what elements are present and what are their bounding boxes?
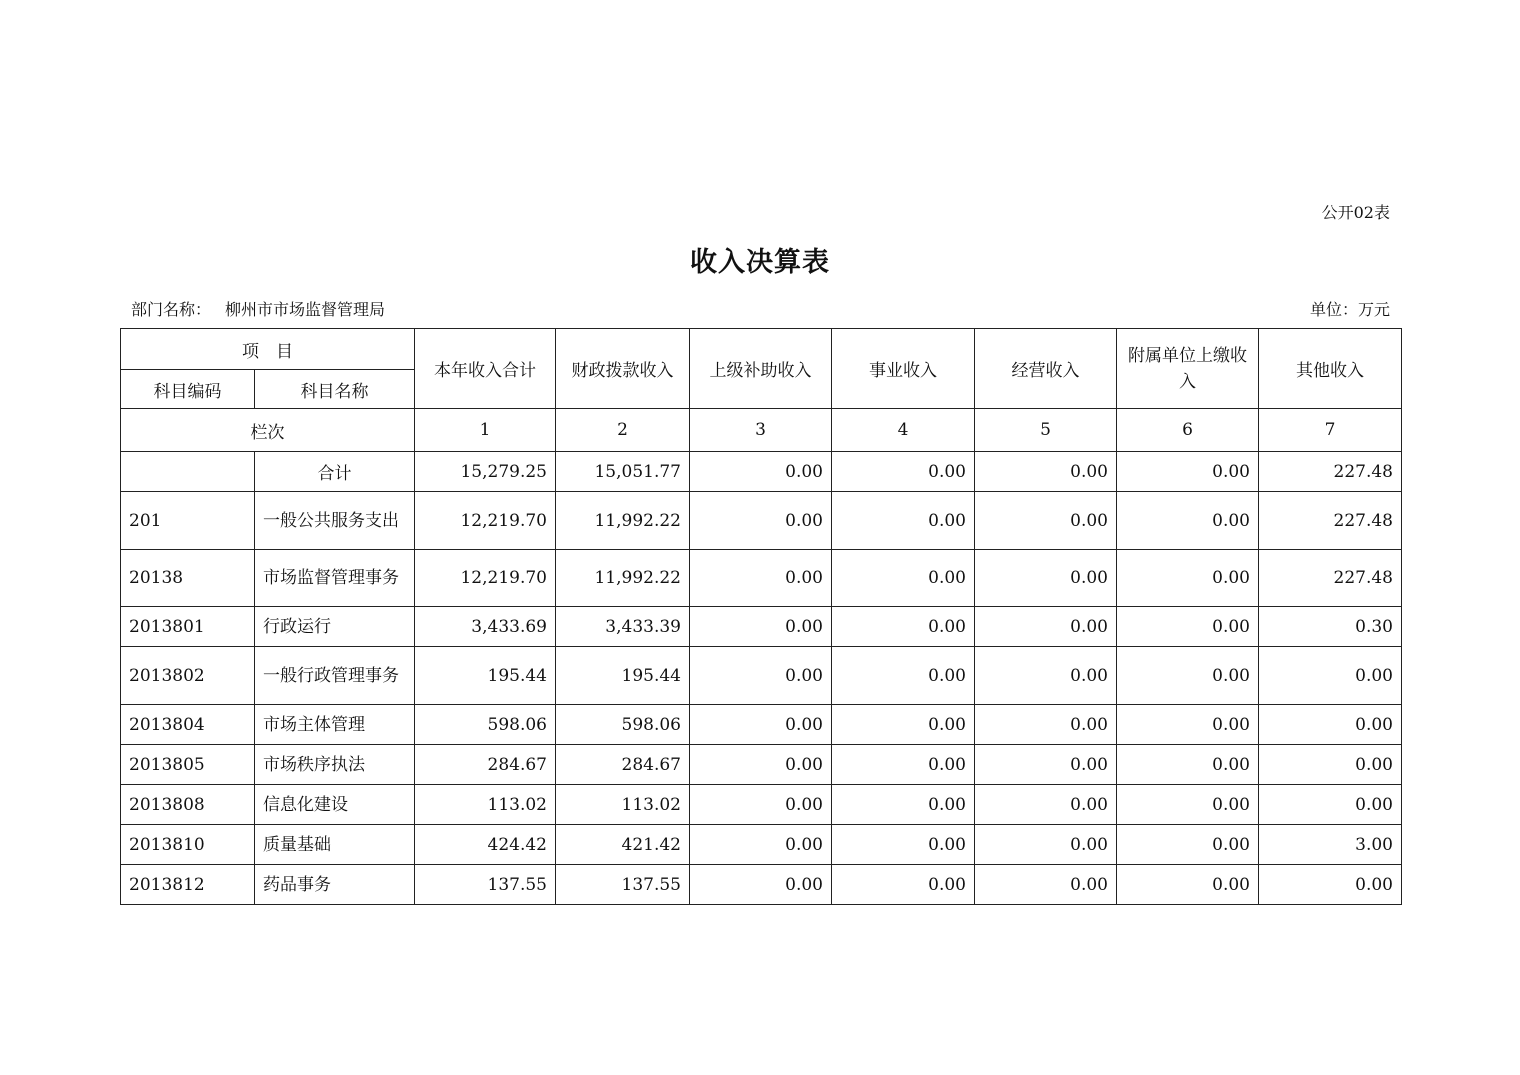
row-name: 市场秩序执法 — [255, 745, 415, 785]
code-header: 科目编码 — [121, 370, 255, 409]
row-value: 137.55 — [556, 865, 690, 905]
index-col: 4 — [832, 409, 975, 452]
col5-header: 经营收入 — [975, 329, 1117, 409]
row-value: 0.00 — [975, 452, 1117, 492]
unit-label: 单位：万元 — [1309, 300, 1390, 319]
row-value: 0.00 — [832, 607, 975, 647]
row-value: 0.00 — [1259, 745, 1402, 785]
row-value: 0.00 — [832, 785, 975, 825]
row-value: 0.00 — [832, 492, 975, 550]
row-value: 0.00 — [1117, 785, 1259, 825]
department-name: 柳州市市场监督管理局 — [225, 300, 386, 319]
row-value: 195.44 — [556, 647, 690, 705]
item-header: 项 目 — [121, 329, 415, 370]
row-name: 一般公共服务支出 — [255, 492, 415, 550]
row-value: 424.42 — [415, 825, 556, 865]
row-value: 0.00 — [690, 492, 832, 550]
row-value: 0.00 — [975, 705, 1117, 745]
row-value: 12,219.70 — [415, 550, 556, 607]
row-name: 信息化建设 — [255, 785, 415, 825]
row-value: 598.06 — [415, 705, 556, 745]
row-value: 0.00 — [975, 647, 1117, 705]
row-code: 2013810 — [121, 825, 255, 865]
row-name: 一般行政管理事务 — [255, 647, 415, 705]
table-row — [121, 825, 1402, 865]
row-code: 2013804 — [121, 705, 255, 745]
row-value: 0.00 — [690, 607, 832, 647]
department-label: 部门名称： — [131, 300, 212, 319]
row-value: 0.00 — [832, 452, 975, 492]
row-value: 137.55 — [415, 865, 556, 905]
row-value: 227.48 — [1259, 452, 1402, 492]
row-name: 合计 — [255, 452, 415, 492]
row-value: 227.48 — [1259, 492, 1402, 550]
row-value: 0.00 — [1259, 647, 1402, 705]
income-table — [120, 328, 1402, 905]
row-value: 15,279.25 — [415, 452, 556, 492]
table-row — [121, 607, 1402, 647]
row-value: 0.00 — [832, 825, 975, 865]
row-code — [121, 452, 255, 492]
row-value: 0.00 — [690, 550, 832, 607]
table-row — [121, 647, 1402, 705]
row-value: 0.00 — [975, 785, 1117, 825]
col1-header: 本年收入合计 — [415, 329, 556, 409]
row-value: 284.67 — [556, 745, 690, 785]
row-value: 0.00 — [832, 865, 975, 905]
row-value: 0.00 — [1117, 865, 1259, 905]
row-value: 0.00 — [1117, 607, 1259, 647]
row-code: 201 — [121, 492, 255, 550]
index-col: 1 — [415, 409, 556, 452]
row-value: 227.48 — [1259, 550, 1402, 607]
name-header: 科目名称 — [255, 370, 415, 409]
index-col: 3 — [690, 409, 832, 452]
index-label: 栏次 — [121, 409, 415, 452]
table-row — [121, 745, 1402, 785]
row-value: 0.00 — [690, 785, 832, 825]
row-value: 0.00 — [975, 825, 1117, 865]
row-name: 质量基础 — [255, 825, 415, 865]
table-row — [121, 550, 1402, 607]
col2-header: 财政拨款收入 — [556, 329, 690, 409]
row-value: 3.00 — [1259, 825, 1402, 865]
row-value: 0.00 — [690, 825, 832, 865]
row-name: 市场监督管理事务 — [255, 550, 415, 607]
row-value: 12,219.70 — [415, 492, 556, 550]
row-code: 2013801 — [121, 607, 255, 647]
row-value: 0.00 — [975, 865, 1117, 905]
row-value: 113.02 — [556, 785, 690, 825]
row-value: 0.00 — [1259, 785, 1402, 825]
row-value: 195.44 — [415, 647, 556, 705]
col3-header: 上级补助收入 — [690, 329, 832, 409]
row-value: 0.00 — [975, 745, 1117, 785]
row-value: 0.00 — [1259, 865, 1402, 905]
row-name: 行政运行 — [255, 607, 415, 647]
department-info — [131, 297, 385, 320]
row-value: 0.00 — [832, 745, 975, 785]
row-value: 421.42 — [556, 825, 690, 865]
row-value: 3,433.69 — [415, 607, 556, 647]
row-value: 3,433.39 — [556, 607, 690, 647]
row-value: 0.00 — [1259, 705, 1402, 745]
table-row — [121, 865, 1402, 905]
row-value: 0.00 — [690, 705, 832, 745]
row-value: 0.30 — [1259, 607, 1402, 647]
index-col: 5 — [975, 409, 1117, 452]
row-code: 2013802 — [121, 647, 255, 705]
row-value: 0.00 — [690, 865, 832, 905]
row-value: 0.00 — [1117, 452, 1259, 492]
row-value: 15,051.77 — [556, 452, 690, 492]
row-value: 0.00 — [1117, 825, 1259, 865]
col7-header: 其他收入 — [1259, 329, 1402, 409]
col4-header: 事业收入 — [832, 329, 975, 409]
row-value: 0.00 — [1117, 705, 1259, 745]
row-value: 0.00 — [832, 550, 975, 607]
row-code: 2013812 — [121, 865, 255, 905]
row-value: 11,992.22 — [556, 550, 690, 607]
row-code: 2013805 — [121, 745, 255, 785]
table-row — [121, 452, 1402, 492]
index-col: 2 — [556, 409, 690, 452]
row-name: 市场主体管理 — [255, 705, 415, 745]
table-row — [121, 785, 1402, 825]
row-value: 0.00 — [690, 647, 832, 705]
row-value: 0.00 — [690, 452, 832, 492]
index-col: 6 — [1117, 409, 1259, 452]
row-value: 0.00 — [832, 647, 975, 705]
row-value: 0.00 — [1117, 647, 1259, 705]
row-value: 598.06 — [556, 705, 690, 745]
table-row — [121, 705, 1402, 745]
row-value: 0.00 — [690, 745, 832, 785]
row-value: 11,992.22 — [556, 492, 690, 550]
row-code: 20138 — [121, 550, 255, 607]
row-value: 113.02 — [415, 785, 556, 825]
row-value: 0.00 — [1117, 745, 1259, 785]
row-value: 0.00 — [975, 492, 1117, 550]
row-value: 0.00 — [975, 550, 1117, 607]
row-value: 0.00 — [1117, 492, 1259, 550]
table-row — [121, 492, 1402, 550]
row-value: 0.00 — [832, 705, 975, 745]
col6-header: 附属单位上缴收入 — [1117, 329, 1259, 409]
row-value: 0.00 — [1117, 550, 1259, 607]
row-code: 2013808 — [121, 785, 255, 825]
row-name: 药品事务 — [255, 865, 415, 905]
row-value: 0.00 — [975, 607, 1117, 647]
form-number: 公开02表 — [1321, 203, 1390, 222]
row-value: 284.67 — [415, 745, 556, 785]
index-col: 7 — [1259, 409, 1402, 452]
page-title: 收入决算表 — [690, 247, 830, 278]
